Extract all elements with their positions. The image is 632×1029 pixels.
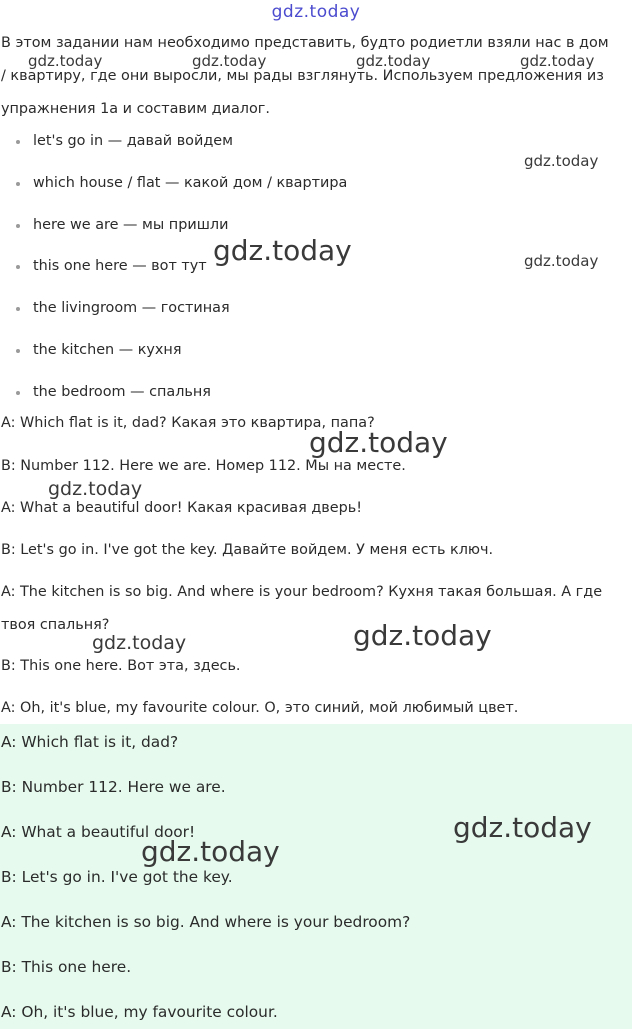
- dialog-line: A: The kitchen is so big. And where is your bedroom?: [1, 913, 411, 931]
- phrase-item: [0, 215, 347, 257]
- watermark: gdz.today: [524, 252, 599, 270]
- phrase-text: this one here — вот тут: [33, 258, 207, 275]
- phrase-text: here we are — мы пришли: [33, 216, 229, 233]
- dialog-line: A: Which flat is it, dad?: [1, 733, 179, 751]
- dialog-line: A: Oh, it's blue, my favourite colour. О, это синий, мой любимый цвет.: [1, 700, 519, 716]
- dialog-line: A: What a beautiful door! Какая красивая дверь!: [1, 500, 363, 516]
- dialog-line: B: This one here. Вот эта, здесь.: [1, 658, 241, 674]
- phrase-list: [0, 131, 347, 424]
- watermark: gdz.today: [309, 426, 448, 459]
- watermark: gdz.today: [141, 835, 280, 868]
- phrase-item: [0, 131, 347, 173]
- site-logo[interactable]: gdz.today: [271, 2, 361, 22]
- bullet-dot-icon: [16, 307, 20, 311]
- phrase-item: [0, 173, 347, 215]
- phrase-item: [0, 256, 347, 298]
- intro-line: В этом задании нам необходимо представить, будто родиетли взяли нас в дом: [1, 35, 609, 51]
- bullet-dot-icon: [16, 140, 20, 144]
- phrase-text: the bedroom — спальня: [33, 383, 211, 400]
- watermark: gdz.today: [28, 52, 103, 70]
- english-dialog-panel: [0, 724, 632, 1029]
- watermark: gdz.today: [356, 52, 431, 70]
- dialog-line: B: Let's go in. I've got the key.: [1, 868, 233, 886]
- dialog-line: A: The kitchen is so big. And where is your bedroom? Кухня такая большая. А где: [1, 584, 603, 600]
- phrase-text: the livingroom — гостиная: [33, 300, 230, 317]
- watermark: gdz.today: [453, 811, 592, 844]
- phrase-item: [0, 298, 347, 340]
- bullet-dot-icon: [16, 224, 20, 228]
- bullet-dot-icon: [16, 182, 20, 186]
- phrase-text: the kitchen — кухня: [33, 341, 182, 358]
- phrase-item: [0, 340, 347, 382]
- watermark: gdz.today: [92, 632, 187, 654]
- dialog-line: A: Which flat is it, dad? Какая это квартира, папа?: [1, 415, 375, 431]
- bullet-dot-icon: [16, 265, 20, 269]
- phrase-text: which house / flat — какой дом / квартира: [33, 174, 348, 191]
- intro-line: упражнения 1a и составим диалог.: [1, 101, 270, 117]
- watermark: gdz.today: [192, 52, 267, 70]
- dialog-line: B: Let's go in. I've got the key. Давайте войдем. У меня есть ключ.: [1, 542, 494, 558]
- phrase-text: let's go in — давай войдем: [33, 133, 233, 149]
- bullet-dot-icon: [16, 349, 20, 353]
- dialog-line: B: Number 112. Here we are. Номер 112. Мы на месте.: [1, 458, 406, 474]
- dialog-line: B: Number 112. Here we are.: [1, 778, 226, 796]
- dialog-line: A: What a beautiful door!: [1, 823, 196, 841]
- watermark: gdz.today: [213, 234, 352, 267]
- dialog-line: твоя спальня?: [1, 617, 110, 633]
- intro-line: / квартиру, где они выросли, мы рады взглянуть. Используем предложения из: [1, 68, 604, 84]
- dialog-line: A: Oh, it's blue, my favourite colour.: [1, 1003, 278, 1021]
- watermark: gdz.today: [353, 619, 492, 652]
- watermark: gdz.today: [524, 152, 599, 170]
- dialog-line: B: This one here.: [1, 958, 132, 976]
- bullet-dot-icon: [16, 391, 20, 395]
- watermark: gdz.today: [520, 52, 595, 70]
- watermark: gdz.today: [48, 478, 143, 500]
